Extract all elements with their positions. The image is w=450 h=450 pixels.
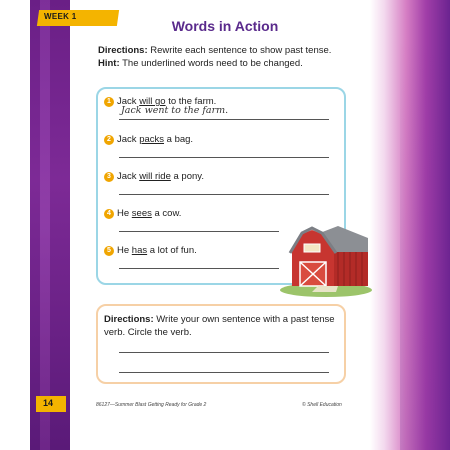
barn-loft-window (304, 244, 320, 252)
directions-line (98, 44, 368, 57)
underlined-word: has (131, 245, 148, 256)
hint-text: The underlined words need to be changed. (119, 58, 303, 69)
footer-book-title: 86127—Summer Blast Getting Ready for Grade 2 (96, 402, 207, 408)
answer-line[interactable] (119, 268, 279, 269)
directions-text: Write your own sentence with a past tense verb. Circle the verb. (104, 314, 335, 338)
handwritten-answer: Jack went to the farm. (121, 105, 229, 116)
item-number-badge: 3 (104, 172, 114, 182)
answer-line[interactable] (119, 157, 329, 158)
item-number-badge: 5 (104, 246, 114, 256)
underlined-word: sees (131, 208, 152, 219)
week-label: WEEK 1 (44, 12, 77, 21)
item-number-badge: 4 (104, 209, 114, 219)
item-sentence: He sees a cow. (117, 208, 182, 219)
item-number-badge: 1 (104, 97, 114, 107)
answer-line[interactable] (119, 231, 279, 232)
writing-line-1[interactable] (119, 352, 329, 353)
directions-label: Directions: (104, 314, 154, 325)
item-number-badge: 2 (104, 135, 114, 145)
item-sentence: Jack will ride a pony. (117, 171, 204, 182)
barn-illustration (278, 222, 372, 298)
right-strip-shade (400, 40, 450, 450)
exercise-item-3 (104, 172, 334, 208)
directions-text: Rewrite each sentence to show past tense. (147, 45, 332, 56)
item-sentence: He has a lot of fun. (117, 245, 197, 256)
own-sentence-directions (104, 313, 340, 339)
left-strip-edge (40, 0, 50, 450)
page-title: Words in Action (171, 18, 279, 34)
directions-block (98, 44, 368, 70)
exercise-item-2 (104, 135, 334, 171)
item-sentence: Jack will go to the farm. (117, 96, 217, 107)
left-purple-strip (30, 0, 70, 450)
exercise-item-1 (104, 97, 334, 133)
page-number: 14 (43, 398, 54, 408)
underlined-word: will ride (139, 171, 171, 182)
directions-label: Directions: (98, 45, 148, 56)
underlined-word: will go (139, 96, 166, 107)
answer-line[interactable] (119, 119, 329, 120)
hint-line (98, 57, 368, 70)
footer-copyright: © Shell Education (302, 402, 342, 408)
item-sentence: Jack packs a bag. (117, 134, 194, 145)
underlined-word: packs (139, 134, 165, 145)
barn-side-wall (334, 252, 368, 286)
answer-line[interactable] (119, 194, 329, 195)
hint-label: Hint: (98, 58, 120, 69)
writing-line-2[interactable] (119, 372, 329, 373)
